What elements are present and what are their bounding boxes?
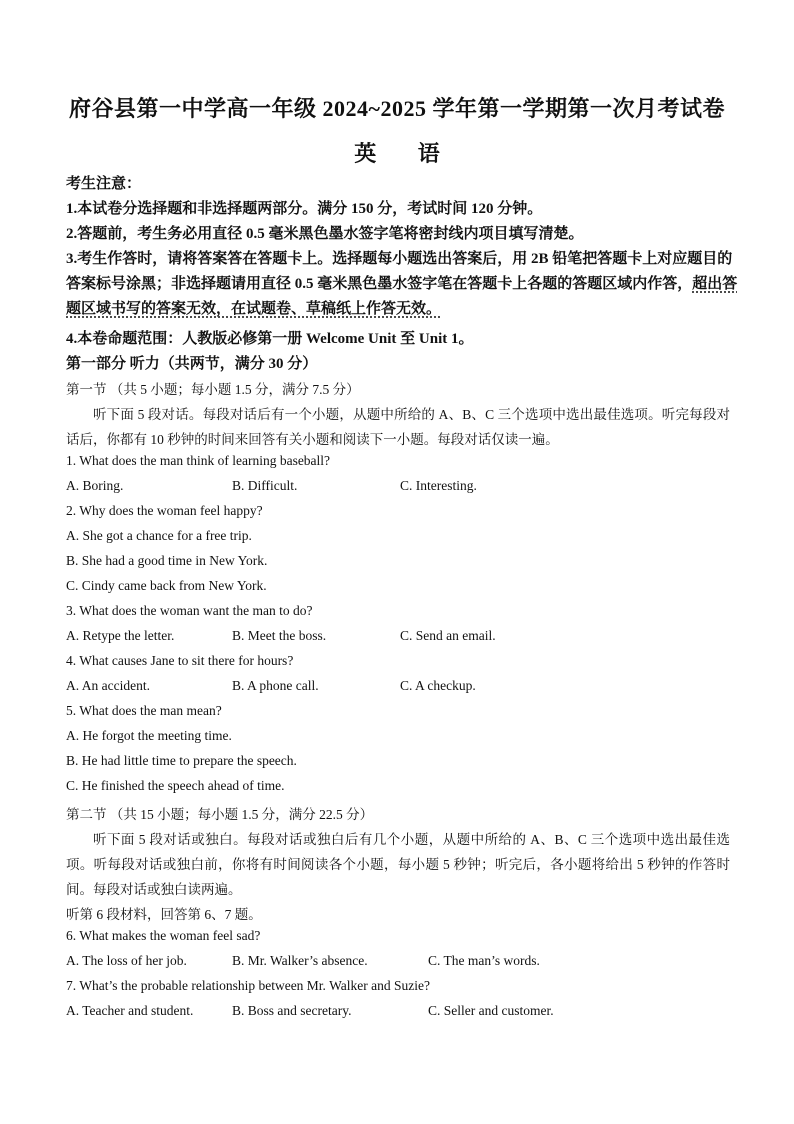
question-7-option-a: A. Teacher and student. (66, 1003, 194, 1018)
part1-title: 第一部分 听力（共两节，满分 30 分） (66, 356, 318, 372)
question-1-stem: 1. What does the man think of learning baseball? (66, 453, 331, 468)
question-2-stem: 2. Why does the woman feel happy? (66, 503, 263, 518)
exam-subject: 英 语 (354, 141, 458, 166)
question-2-option-c: C. Cindy came back from New York. (66, 578, 267, 593)
question-1-option-a: A. Boring. (66, 478, 124, 493)
question-3-option-b: B. Meet the boss. (232, 628, 327, 643)
question-5-option-a: A. He forgot the meeting time. (66, 728, 232, 743)
question-4-option-c: C. A checkup. (400, 678, 476, 693)
question-2-option-a: A. She got a chance for a free trip. (66, 528, 252, 543)
notice-item-3-main: 3.考生作答时，请将答案答在答题卡上。选择题每小题选出答案后，用 2B 铅笔把答题卡上对应题目的答案标号涂黑；非选择题请用直径 0.5 毫米黑色墨水签字笔在答题卡上各题的答题区域内作答， (66, 251, 733, 292)
question-7-stem: 7. What’s the probable relationship between Mr. Walker and Suzie? (66, 978, 430, 993)
question-6-option-a: A. The loss of her job. (66, 953, 187, 968)
question-7-option-c: C. Seller and customer. (428, 1003, 554, 1018)
question-5-option-c: C. He finished the speech ahead of time. (66, 778, 285, 793)
question-6-stem: 6. What makes the woman feel sad? (66, 928, 261, 943)
material-6-instruction: 听第 6 段材料，回答第 6、7 题。 (66, 907, 262, 922)
question-3-option-c: C. Send an email. (400, 628, 496, 643)
section1-instructions: 听下面 5 段对话。每段对话后有一个小题，从题中所给的 A、B、C 三个选项中选出最佳选项。听完每段对话后，你都有 10 秒钟的时间来回答有关小题和阅读下一小题。每段对话仅读一遍。 (66, 407, 730, 447)
question-4-option-b: B. A phone call. (232, 678, 319, 693)
question-1-option-b: B. Difficult. (232, 478, 298, 493)
question-3-stem: 3. What does the woman want the man to do? (66, 603, 313, 618)
section2-instructions: 听下面 5 段对话或独白。每段对话或独白后有几个小题，从题中所给的 A、B、C 三个选项中选出最佳选项。听每段对话或独白前，你将有时间阅读各个小题，每小题 5 秒钟；听完后，各小题将给出 5 秒钟的作答时间。每段对话或独白读两遍。 (66, 832, 730, 897)
question-5-option-b: B. He had little time to prepare the speech. (66, 753, 297, 768)
question-2-option-b: B. She had a good time in New York. (66, 553, 268, 568)
notice-item-4: 4.本卷命题范围：人教版必修第一册 Welcome Unit 至 Unit 1。 (66, 331, 474, 347)
question-6-option-b: B. Mr. Walker’s absence. (232, 953, 368, 968)
section2-title: 第二节 （共 15 小题；每小题 1.5 分，满分 22.5 分） (66, 807, 374, 822)
question-4-stem: 4. What causes Jane to sit there for hours? (66, 653, 294, 668)
exam-title: 府谷县第一中学高一年级 2024~2025 学年第一学期第一次月考试卷 (69, 96, 725, 121)
notice-item-2: 2.答题前，考生务必用直径 0.5 毫米黑色墨水签字笔将密封线内项目填写清楚。 (66, 226, 584, 242)
question-7-option-b: B. Boss and secretary. (232, 1003, 352, 1018)
question-4-option-a: A. An accident. (66, 678, 150, 693)
question-1-option-c: C. Interesting. (400, 478, 477, 493)
notice-item-3-emphasis: 超出答题区域书写的答案无效，在试题卷、草稿纸上作答无效。 (66, 276, 738, 317)
notice-item-1: 1.本试卷分选择题和非选择题两部分。满分 150 分，考试时间 120 分钟。 (66, 201, 543, 217)
notice-item-3 (66, 247, 746, 322)
section1-title: 第一节 （共 5 小题；每小题 1.5 分，满分 7.5 分） (66, 382, 360, 397)
question-6-option-c: C. The man’s words. (428, 953, 540, 968)
question-5-stem: 5. What does the man mean? (66, 703, 222, 718)
notice-heading: 考生注意： (66, 176, 142, 192)
question-3-option-a: A. Retype the letter. (66, 628, 175, 643)
